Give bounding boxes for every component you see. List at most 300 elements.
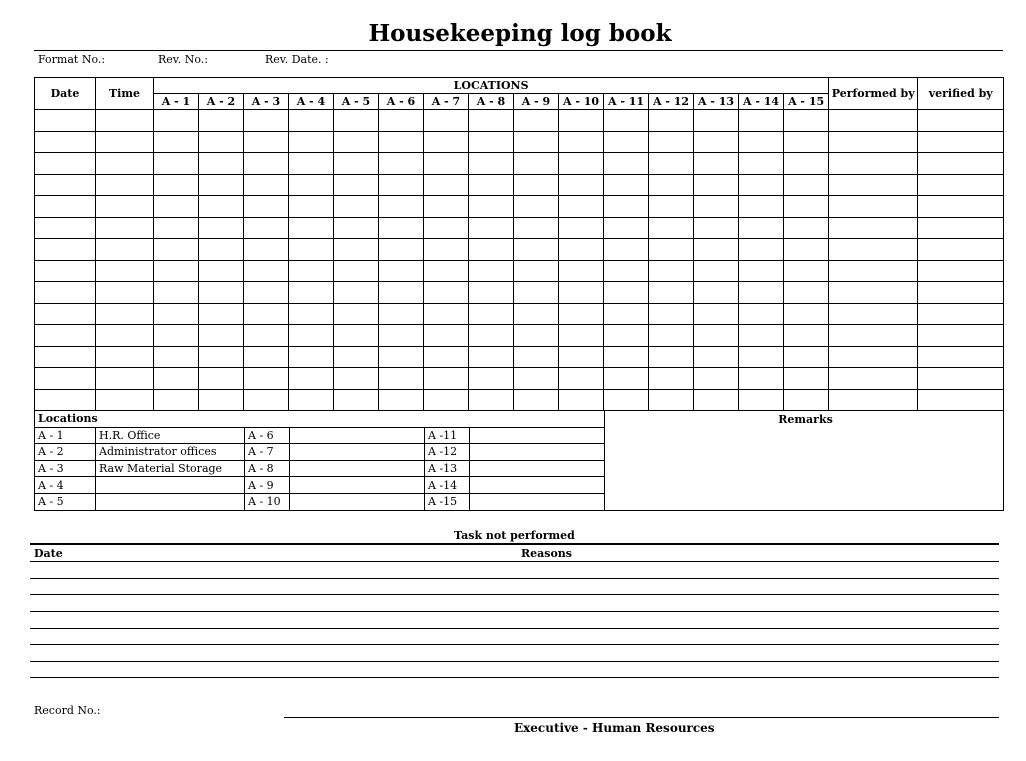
- log-cell[interactable]: [424, 346, 469, 368]
- log-cell[interactable]: [739, 239, 784, 261]
- log-cell[interactable]: [244, 239, 289, 261]
- log-row: [35, 196, 1004, 218]
- log-cell[interactable]: [96, 389, 154, 411]
- log-cell[interactable]: [334, 303, 379, 325]
- log-cell[interactable]: [424, 260, 469, 282]
- log-cell[interactable]: [379, 260, 424, 282]
- log-cell[interactable]: [199, 303, 244, 325]
- log-cell[interactable]: [694, 346, 739, 368]
- log-cell[interactable]: [514, 282, 559, 304]
- log-cell[interactable]: [559, 346, 604, 368]
- area-column-header: A - 8: [469, 94, 514, 110]
- log-cell[interactable]: [154, 153, 199, 175]
- log-cell[interactable]: [739, 389, 784, 411]
- log-cell[interactable]: [559, 389, 604, 411]
- log-cell[interactable]: [96, 239, 154, 261]
- log-cell[interactable]: [379, 325, 424, 347]
- log-cell[interactable]: [604, 282, 649, 304]
- log-cell[interactable]: [154, 217, 199, 239]
- log-cell[interactable]: [604, 110, 649, 132]
- log-cell[interactable]: [829, 174, 918, 196]
- log-cell[interactable]: [469, 260, 514, 282]
- log-cell[interactable]: [514, 217, 559, 239]
- log-cell[interactable]: [739, 110, 784, 132]
- log-cell[interactable]: [649, 217, 694, 239]
- log-cell[interactable]: [784, 368, 829, 390]
- log-cell[interactable]: [559, 196, 604, 218]
- log-cell[interactable]: [514, 174, 559, 196]
- log-cell[interactable]: [199, 217, 244, 239]
- log-cell[interactable]: [379, 217, 424, 239]
- log-cell[interactable]: [244, 131, 289, 153]
- log-cell[interactable]: [514, 325, 559, 347]
- log-cell[interactable]: [199, 346, 244, 368]
- log-cell[interactable]: [244, 260, 289, 282]
- log-cell[interactable]: [784, 217, 829, 239]
- log-cell[interactable]: [35, 239, 96, 261]
- log-cell[interactable]: [604, 389, 649, 411]
- log-cell[interactable]: [244, 368, 289, 390]
- log-cell[interactable]: [334, 174, 379, 196]
- log-cell[interactable]: [154, 303, 199, 325]
- rev-no-label: Rev. No.:: [158, 53, 208, 66]
- log-cell[interactable]: [739, 196, 784, 218]
- log-cell[interactable]: [35, 196, 96, 218]
- log-cell[interactable]: [35, 153, 96, 175]
- log-cell[interactable]: [334, 131, 379, 153]
- area-column-header: A - 9: [514, 94, 559, 110]
- log-cell[interactable]: [424, 325, 469, 347]
- log-cell[interactable]: [649, 346, 694, 368]
- location-name: [470, 493, 605, 510]
- log-cell[interactable]: [334, 153, 379, 175]
- log-cell[interactable]: [199, 282, 244, 304]
- log-cell[interactable]: [35, 368, 96, 390]
- area-column-header: A - 14: [739, 94, 784, 110]
- log-cell[interactable]: [739, 282, 784, 304]
- log-cell[interactable]: [199, 110, 244, 132]
- log-cell[interactable]: [334, 346, 379, 368]
- log-cell[interactable]: [739, 153, 784, 175]
- log-cell[interactable]: [469, 217, 514, 239]
- log-cell[interactable]: [694, 389, 739, 411]
- log-cell[interactable]: [379, 153, 424, 175]
- area-column-header: A - 15: [784, 94, 829, 110]
- log-cell[interactable]: [379, 196, 424, 218]
- log-cell[interactable]: [604, 368, 649, 390]
- log-cell[interactable]: [244, 389, 289, 411]
- log-cell[interactable]: [514, 153, 559, 175]
- log-cell[interactable]: [918, 260, 1004, 282]
- log-cell[interactable]: [35, 389, 96, 411]
- log-cell[interactable]: [694, 303, 739, 325]
- log-cell[interactable]: [154, 131, 199, 153]
- log-cell[interactable]: [604, 260, 649, 282]
- log-cell[interactable]: [649, 303, 694, 325]
- log-cell[interactable]: [559, 217, 604, 239]
- log-cell[interactable]: [96, 260, 154, 282]
- log-cell[interactable]: [424, 174, 469, 196]
- log-cell[interactable]: [649, 260, 694, 282]
- log-cell[interactable]: [918, 153, 1004, 175]
- log-cell[interactable]: [289, 282, 334, 304]
- log-cell[interactable]: [694, 110, 739, 132]
- log-cell[interactable]: [334, 389, 379, 411]
- record-no-label: Record No.:: [34, 704, 101, 717]
- log-cell[interactable]: [424, 389, 469, 411]
- log-cell[interactable]: [694, 260, 739, 282]
- log-cell[interactable]: [918, 174, 1004, 196]
- log-cell[interactable]: [918, 303, 1004, 325]
- log-cell[interactable]: [784, 303, 829, 325]
- log-cell[interactable]: [35, 131, 96, 153]
- log-cell[interactable]: [334, 325, 379, 347]
- log-cell[interactable]: [784, 131, 829, 153]
- log-cell[interactable]: [829, 196, 918, 218]
- log-cell[interactable]: [154, 346, 199, 368]
- log-cell[interactable]: [199, 389, 244, 411]
- log-cell[interactable]: [379, 368, 424, 390]
- log-cell[interactable]: [469, 325, 514, 347]
- log-cell[interactable]: [469, 303, 514, 325]
- log-cell[interactable]: [334, 368, 379, 390]
- locations-legend-header: Locations: [35, 411, 605, 428]
- log-cell[interactable]: [289, 303, 334, 325]
- log-cell[interactable]: [694, 174, 739, 196]
- log-cell[interactable]: [649, 110, 694, 132]
- signature-line: [284, 717, 999, 718]
- log-cell[interactable]: [694, 282, 739, 304]
- log-cell[interactable]: [918, 346, 1004, 368]
- location-code: A -15: [425, 493, 470, 510]
- log-cell[interactable]: [829, 239, 918, 261]
- log-row: [35, 368, 1004, 390]
- task-rule: [30, 644, 999, 645]
- location-name: [96, 493, 245, 510]
- log-cell[interactable]: [424, 110, 469, 132]
- log-cell[interactable]: [154, 325, 199, 347]
- log-cell[interactable]: [244, 217, 289, 239]
- log-cell[interactable]: [739, 260, 784, 282]
- log-cell[interactable]: [559, 303, 604, 325]
- log-cell[interactable]: [514, 239, 559, 261]
- log-cell[interactable]: [918, 196, 1004, 218]
- log-cell[interactable]: [154, 196, 199, 218]
- log-cell[interactable]: [694, 196, 739, 218]
- log-cell[interactable]: [96, 110, 154, 132]
- log-cell[interactable]: [154, 174, 199, 196]
- log-cell[interactable]: [199, 196, 244, 218]
- log-cell[interactable]: [96, 131, 154, 153]
- log-cell[interactable]: [514, 110, 559, 132]
- log-cell[interactable]: [694, 131, 739, 153]
- log-cell[interactable]: [154, 368, 199, 390]
- location-name: [470, 460, 605, 477]
- log-cell[interactable]: [199, 174, 244, 196]
- location-code: A - 6: [245, 427, 290, 444]
- log-cell[interactable]: [469, 153, 514, 175]
- log-cell[interactable]: [35, 217, 96, 239]
- log-cell[interactable]: [244, 346, 289, 368]
- log-cell[interactable]: [35, 325, 96, 347]
- log-cell[interactable]: [649, 325, 694, 347]
- log-cell[interactable]: [694, 325, 739, 347]
- log-cell[interactable]: [244, 174, 289, 196]
- log-cell[interactable]: [424, 217, 469, 239]
- log-cell[interactable]: [244, 153, 289, 175]
- log-cell[interactable]: [334, 260, 379, 282]
- log-cell[interactable]: [469, 389, 514, 411]
- log-cell[interactable]: [379, 131, 424, 153]
- log-cell[interactable]: [469, 346, 514, 368]
- log-cell[interactable]: [154, 260, 199, 282]
- log-cell[interactable]: [514, 131, 559, 153]
- log-row: [35, 239, 1004, 261]
- log-cell[interactable]: [829, 389, 918, 411]
- log-cell[interactable]: [784, 282, 829, 304]
- log-cell[interactable]: [289, 217, 334, 239]
- log-cell[interactable]: [559, 131, 604, 153]
- log-cell[interactable]: [35, 303, 96, 325]
- log-cell[interactable]: [244, 110, 289, 132]
- log-cell[interactable]: [514, 368, 559, 390]
- log-cell[interactable]: [199, 239, 244, 261]
- log-row: [35, 174, 1004, 196]
- log-cell[interactable]: [739, 346, 784, 368]
- log-cell[interactable]: [649, 389, 694, 411]
- log-cell[interactable]: [514, 346, 559, 368]
- log-cell[interactable]: [784, 346, 829, 368]
- log-cell[interactable]: [784, 260, 829, 282]
- log-cell[interactable]: [289, 196, 334, 218]
- log-cell[interactable]: [649, 153, 694, 175]
- log-cell[interactable]: [289, 368, 334, 390]
- log-cell[interactable]: [289, 239, 334, 261]
- log-cell[interactable]: [604, 174, 649, 196]
- log-cell[interactable]: [35, 174, 96, 196]
- log-cell[interactable]: [784, 110, 829, 132]
- log-cell[interactable]: [649, 196, 694, 218]
- log-cell[interactable]: [694, 217, 739, 239]
- log-cell[interactable]: [289, 325, 334, 347]
- log-cell[interactable]: [739, 131, 784, 153]
- location-name: [290, 493, 425, 510]
- log-cell[interactable]: [199, 153, 244, 175]
- log-cell[interactable]: [469, 368, 514, 390]
- log-cell[interactable]: [514, 196, 559, 218]
- log-cell[interactable]: [334, 196, 379, 218]
- log-cell[interactable]: [918, 239, 1004, 261]
- log-cell[interactable]: [154, 389, 199, 411]
- log-cell[interactable]: [784, 325, 829, 347]
- log-cell[interactable]: [649, 368, 694, 390]
- log-cell[interactable]: [739, 368, 784, 390]
- log-cell[interactable]: [96, 325, 154, 347]
- log-cell[interactable]: [918, 217, 1004, 239]
- log-cell[interactable]: [739, 174, 784, 196]
- log-cell[interactable]: [604, 196, 649, 218]
- log-cell[interactable]: [918, 110, 1004, 132]
- locations-header: LOCATIONS: [154, 78, 829, 94]
- log-cell[interactable]: [469, 239, 514, 261]
- log-cell[interactable]: [918, 325, 1004, 347]
- log-cell[interactable]: [96, 153, 154, 175]
- log-cell[interactable]: [694, 239, 739, 261]
- log-cell[interactable]: [649, 174, 694, 196]
- log-cell[interactable]: [96, 368, 154, 390]
- log-cell[interactable]: [424, 239, 469, 261]
- log-cell[interactable]: [35, 282, 96, 304]
- location-code: A -12: [425, 444, 470, 461]
- log-cell[interactable]: [154, 239, 199, 261]
- log-cell[interactable]: [918, 282, 1004, 304]
- log-cell[interactable]: [289, 260, 334, 282]
- log-cell[interactable]: [514, 389, 559, 411]
- location-code: A - 7: [245, 444, 290, 461]
- log-cell[interactable]: [199, 325, 244, 347]
- log-cell[interactable]: [829, 282, 918, 304]
- log-cell[interactable]: [918, 131, 1004, 153]
- log-row: [35, 389, 1004, 411]
- log-cell[interactable]: [469, 110, 514, 132]
- location-name: [470, 427, 605, 444]
- location-code: A - 4: [35, 477, 96, 494]
- area-column-header: A - 11: [604, 94, 649, 110]
- log-cell[interactable]: [244, 196, 289, 218]
- log-cell[interactable]: [289, 131, 334, 153]
- log-cell[interactable]: [559, 368, 604, 390]
- log-cell[interactable]: [829, 260, 918, 282]
- log-cell[interactable]: [784, 389, 829, 411]
- log-cell[interactable]: [379, 303, 424, 325]
- log-cell[interactable]: [829, 368, 918, 390]
- log-cell[interactable]: [559, 282, 604, 304]
- log-cell[interactable]: [829, 303, 918, 325]
- location-name: [96, 477, 245, 494]
- log-cell[interactable]: [199, 260, 244, 282]
- location-code: A - 8: [245, 460, 290, 477]
- log-cell[interactable]: [379, 282, 424, 304]
- location-code: A -13: [425, 460, 470, 477]
- log-cell[interactable]: [289, 174, 334, 196]
- log-cell[interactable]: [154, 282, 199, 304]
- log-cell[interactable]: [559, 325, 604, 347]
- log-cell[interactable]: [424, 368, 469, 390]
- log-cell[interactable]: [379, 346, 424, 368]
- log-cell[interactable]: [469, 282, 514, 304]
- log-cell[interactable]: [424, 303, 469, 325]
- log-cell[interactable]: [784, 174, 829, 196]
- log-cell[interactable]: [694, 368, 739, 390]
- log-cell[interactable]: [334, 217, 379, 239]
- log-cell[interactable]: [604, 303, 649, 325]
- log-cell[interactable]: [559, 174, 604, 196]
- log-cell[interactable]: [289, 346, 334, 368]
- log-cell[interactable]: [559, 153, 604, 175]
- log-cell[interactable]: [96, 282, 154, 304]
- log-cell[interactable]: [96, 174, 154, 196]
- location-code: A - 10: [245, 493, 290, 510]
- log-cell[interactable]: [829, 110, 918, 132]
- log-cell[interactable]: [289, 110, 334, 132]
- log-cell[interactable]: [604, 131, 649, 153]
- log-cell[interactable]: [739, 325, 784, 347]
- log-cell[interactable]: [289, 389, 334, 411]
- log-cell[interactable]: [469, 174, 514, 196]
- log-cell[interactable]: [649, 131, 694, 153]
- log-cell[interactable]: [379, 239, 424, 261]
- log-cell[interactable]: [829, 153, 918, 175]
- log-cell[interactable]: [96, 217, 154, 239]
- log-cell[interactable]: [199, 368, 244, 390]
- log-cell[interactable]: [334, 282, 379, 304]
- log-cell[interactable]: [199, 131, 244, 153]
- log-cell[interactable]: [424, 196, 469, 218]
- log-cell[interactable]: [244, 282, 289, 304]
- log-cell[interactable]: [559, 239, 604, 261]
- remarks-box: Remarks: [605, 411, 1004, 511]
- date-column-header: Date: [35, 78, 96, 110]
- log-cell[interactable]: [35, 260, 96, 282]
- log-cell[interactable]: [289, 153, 334, 175]
- log-cell[interactable]: [244, 325, 289, 347]
- log-cell[interactable]: [424, 153, 469, 175]
- log-cell[interactable]: [918, 389, 1004, 411]
- log-cell[interactable]: [604, 153, 649, 175]
- log-cell[interactable]: [649, 282, 694, 304]
- log-cell[interactable]: [829, 217, 918, 239]
- log-cell[interactable]: [244, 303, 289, 325]
- log-cell[interactable]: [424, 131, 469, 153]
- log-cell[interactable]: [96, 346, 154, 368]
- log-cell[interactable]: [469, 196, 514, 218]
- log-cell[interactable]: [604, 217, 649, 239]
- log-cell[interactable]: [829, 346, 918, 368]
- log-cell[interactable]: [739, 303, 784, 325]
- location-name: [290, 477, 425, 494]
- log-cell[interactable]: [649, 239, 694, 261]
- log-cell[interactable]: [559, 260, 604, 282]
- log-cell[interactable]: [96, 196, 154, 218]
- log-cell[interactable]: [334, 239, 379, 261]
- log-cell[interactable]: [918, 368, 1004, 390]
- log-cell[interactable]: [379, 174, 424, 196]
- log-cell[interactable]: [604, 346, 649, 368]
- log-cell[interactable]: [784, 196, 829, 218]
- log-cell[interactable]: [694, 153, 739, 175]
- log-cell[interactable]: [514, 303, 559, 325]
- log-cell[interactable]: [379, 389, 424, 411]
- log-cell[interactable]: [559, 110, 604, 132]
- log-cell[interactable]: [604, 239, 649, 261]
- log-cell[interactable]: [96, 303, 154, 325]
- log-cell[interactable]: [469, 131, 514, 153]
- log-cell[interactable]: [154, 110, 199, 132]
- log-cell[interactable]: [334, 110, 379, 132]
- log-cell[interactable]: [784, 153, 829, 175]
- log-cell[interactable]: [424, 282, 469, 304]
- log-cell[interactable]: [514, 260, 559, 282]
- log-cell[interactable]: [829, 325, 918, 347]
- log-cell[interactable]: [379, 110, 424, 132]
- log-cell[interactable]: [739, 217, 784, 239]
- log-cell[interactable]: [35, 346, 96, 368]
- log-cell[interactable]: [784, 239, 829, 261]
- format-no-label: Format No.:: [38, 53, 106, 66]
- log-cell[interactable]: [829, 131, 918, 153]
- log-cell[interactable]: [604, 325, 649, 347]
- log-cell[interactable]: [35, 110, 96, 132]
